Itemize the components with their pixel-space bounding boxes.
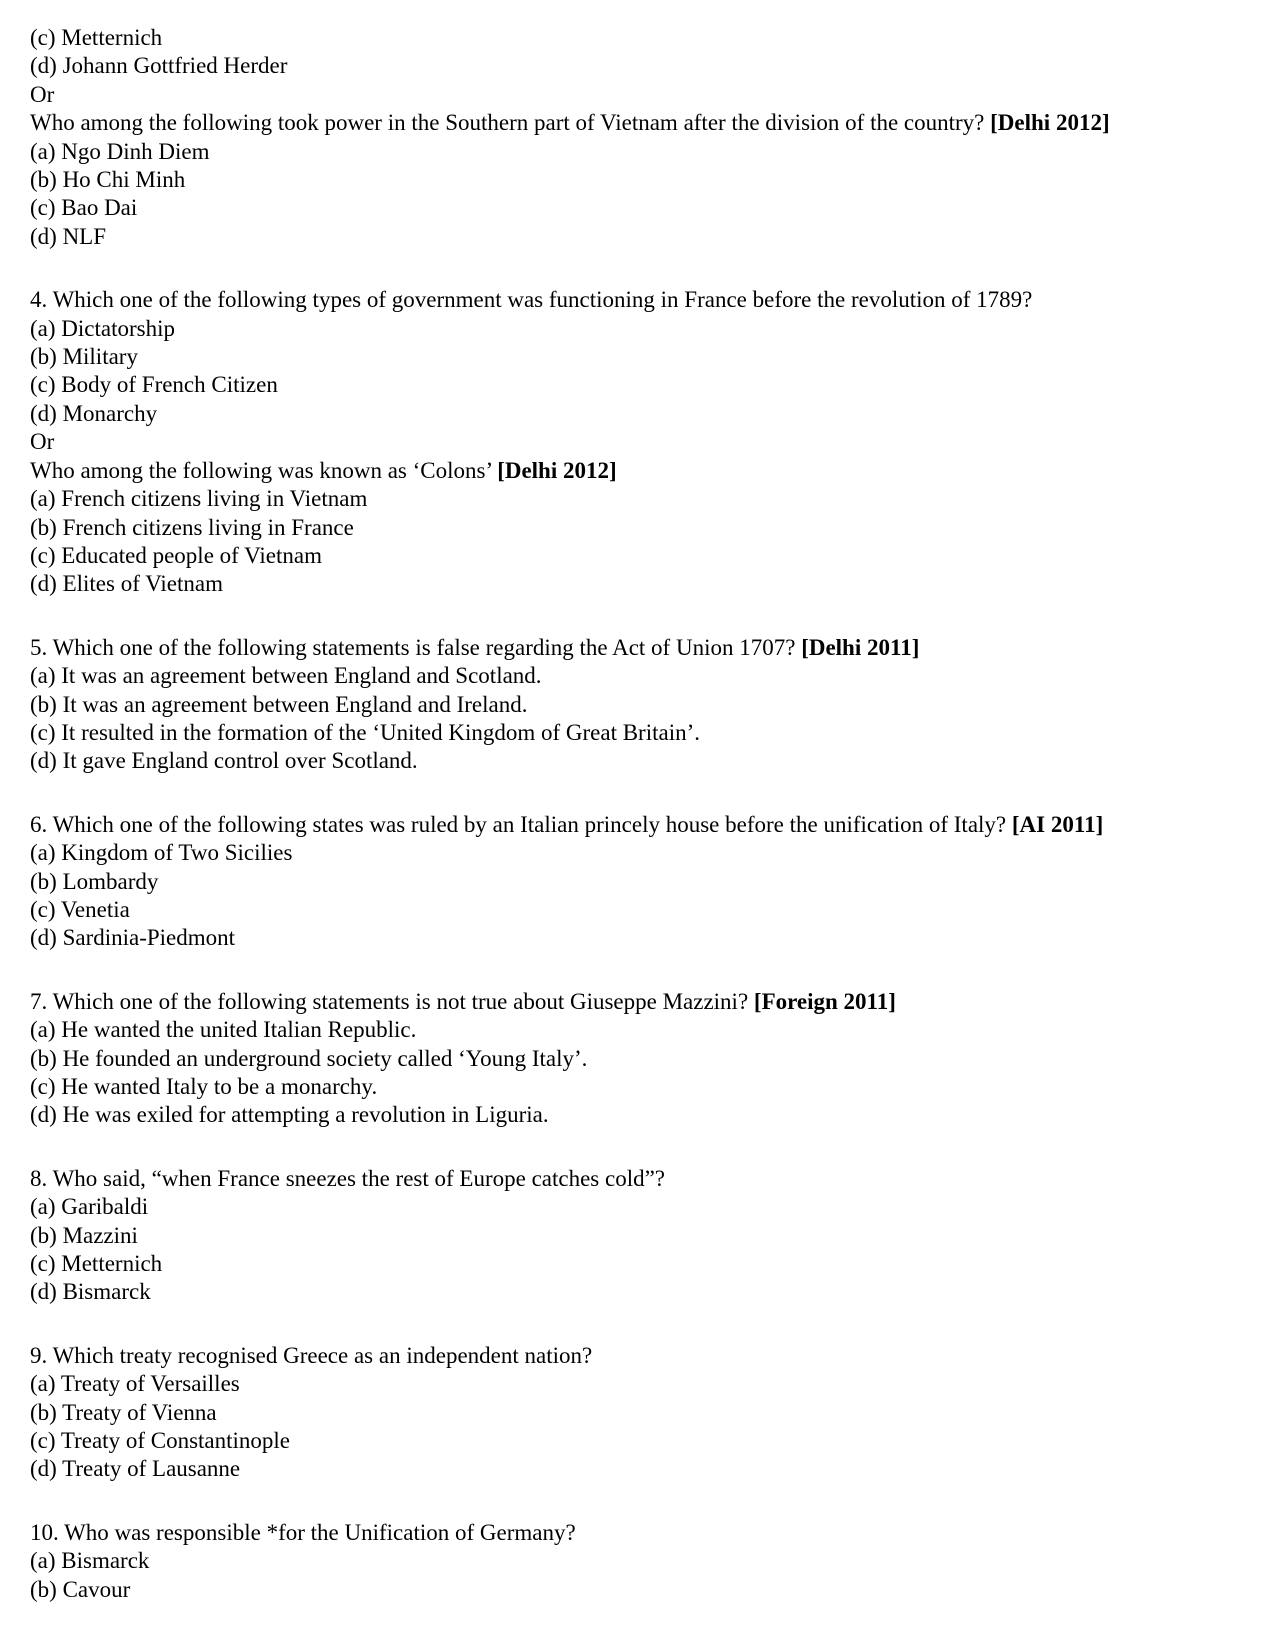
line-text: (a) Kingdom of Two Sicilies [30, 840, 293, 866]
line-text: 8. Who said, “when France sneezes the rest of Europe catches cold”? [30, 1165, 666, 1191]
option-text [30, 1370, 1245, 1398]
question-text [30, 1342, 1245, 1370]
line-text: (b) Cavour [30, 1576, 131, 1602]
line-text: (d) It gave England control over Scotland. [30, 748, 418, 774]
option-text [30, 514, 1245, 542]
option-text [30, 24, 1245, 52]
line-text: (b) Mazzini [30, 1222, 138, 1248]
line-text: (b) French citizens living in France [30, 514, 354, 540]
option-text [30, 747, 1245, 775]
line-text: 9. Which treaty recognised Greece as an independent nation? [30, 1342, 593, 1368]
question-6 [30, 811, 1245, 953]
option-text [30, 1073, 1245, 1101]
option-text [30, 371, 1245, 399]
question-4 [30, 286, 1245, 598]
option-text [30, 1427, 1245, 1455]
option-text [30, 1193, 1245, 1221]
option-text [30, 691, 1245, 719]
line-text: (c) Educated people of Vietnam [30, 542, 322, 568]
line-text: Or [30, 429, 55, 455]
question-text [30, 457, 1245, 485]
line-text: 4. Which one of the following types of government was functioning in France before the revolution of 1789? [30, 287, 1033, 313]
option-text [30, 400, 1245, 428]
question-text [30, 634, 1245, 662]
option-text [30, 1455, 1245, 1483]
question-text [30, 988, 1245, 1016]
line-text: (a) French citizens living in Vietnam [30, 486, 368, 512]
line-text: 10. Who was responsible *for the Unification of Germany? [30, 1519, 576, 1545]
option-text [30, 1250, 1245, 1278]
line-text: (a) It was an agreement between England and Scotland. [30, 663, 542, 689]
option-text [30, 570, 1245, 598]
question-3-continued [30, 24, 1245, 251]
line-text: (d) Sardinia-Piedmont [30, 925, 236, 951]
line-text: (c) Body of French Citizen [30, 372, 278, 398]
option-text [30, 1278, 1245, 1306]
option-text [30, 138, 1245, 166]
line-text: (a) Bismarck [30, 1548, 150, 1574]
or-separator [30, 81, 1245, 109]
line-text: (b) It was an agreement between England and Ireland. [30, 691, 528, 717]
line-text: (a) Garibaldi [30, 1194, 149, 1220]
question-text [30, 109, 1245, 137]
option-text [30, 223, 1245, 251]
line-text: (c) Treaty of Constantinople [30, 1428, 290, 1454]
option-text [30, 1045, 1245, 1073]
exam-source-tag: [Foreign 2011] [753, 988, 896, 1014]
option-text [30, 1101, 1245, 1129]
exam-source-tag: [Delhi 2012] [497, 457, 617, 483]
option-text [30, 1222, 1245, 1250]
option-text [30, 194, 1245, 222]
line-text: (b) He founded an underground society called ‘Young Italy’. [30, 1045, 588, 1071]
option-text [30, 1399, 1245, 1427]
line-text: (d) NLF [30, 223, 107, 249]
option-text [30, 315, 1245, 343]
line-text: (d) Johann Gottfried Herder [30, 53, 288, 79]
option-text [30, 924, 1245, 952]
line-text: 5. Which one of the following statements is false regarding the Act of Union 1707? [30, 634, 796, 660]
option-text [30, 868, 1245, 896]
exam-source-tag: [Delhi 2012] [990, 110, 1110, 136]
option-text [30, 1576, 1245, 1604]
option-text [30, 1016, 1245, 1044]
line-text: 7. Which one of the following statements is not true about Giuseppe Mazzini? [30, 988, 749, 1014]
line-text: Who among the following was known as ‘Colons’ [30, 457, 492, 483]
or-separator [30, 428, 1245, 456]
line-text: (c) Bao Dai [30, 195, 138, 221]
line-text: (d) Bismarck [30, 1279, 151, 1305]
line-text: Or [30, 81, 55, 107]
line-text: (a) Ngo Dinh Diem [30, 138, 210, 164]
line-text: (d) Monarchy [30, 400, 158, 426]
line-text: 6. Which one of the following states was ruled by an Italian princely house before the unification of Italy? [30, 811, 1007, 837]
question-9 [30, 1342, 1245, 1484]
line-text: (c) Venetia [30, 896, 130, 922]
question-text [30, 811, 1245, 839]
option-text [30, 52, 1245, 80]
question-5 [30, 634, 1245, 776]
option-text [30, 896, 1245, 924]
line-text: Who among the following took power in the Southern part of Vietnam after the division of the country? [30, 110, 985, 136]
option-text [30, 166, 1245, 194]
option-text [30, 343, 1245, 371]
line-text: (b) Military [30, 344, 138, 370]
question-10 [30, 1519, 1245, 1604]
option-text [30, 485, 1245, 513]
option-text [30, 542, 1245, 570]
option-text [30, 1547, 1245, 1575]
line-text: (b) Lombardy [30, 868, 159, 894]
option-text [30, 839, 1245, 867]
question-text [30, 286, 1245, 314]
line-text: (b) Treaty of Vienna [30, 1399, 217, 1425]
line-text: (d) Elites of Vietnam [30, 571, 224, 597]
line-text: (a) Dictatorship [30, 315, 175, 341]
line-text: (d) He was exiled for attempting a revolution in Liguria. [30, 1102, 549, 1128]
line-text: (c) It resulted in the formation of the ‘United Kingdom of Great Britain’. [30, 719, 700, 745]
line-text: (d) Treaty of Lausanne [30, 1456, 241, 1482]
line-text: (a) He wanted the united Italian Republic. [30, 1017, 417, 1043]
question-text [30, 1165, 1245, 1193]
line-text: (c) Metternich [30, 25, 163, 50]
option-text [30, 662, 1245, 690]
line-text: (c) Metternich [30, 1251, 163, 1277]
exam-source-tag: [Delhi 2011] [801, 634, 920, 660]
question-text [30, 1519, 1245, 1547]
line-text: (c) He wanted Italy to be a monarchy. [30, 1074, 378, 1099]
question-7 [30, 988, 1245, 1130]
option-text [30, 719, 1245, 747]
question-8 [30, 1165, 1245, 1307]
line-text: (b) Ho Chi Minh [30, 167, 186, 193]
exam-source-tag: [AI 2011] [1011, 811, 1104, 837]
line-text: (a) Treaty of Versailles [30, 1371, 240, 1397]
